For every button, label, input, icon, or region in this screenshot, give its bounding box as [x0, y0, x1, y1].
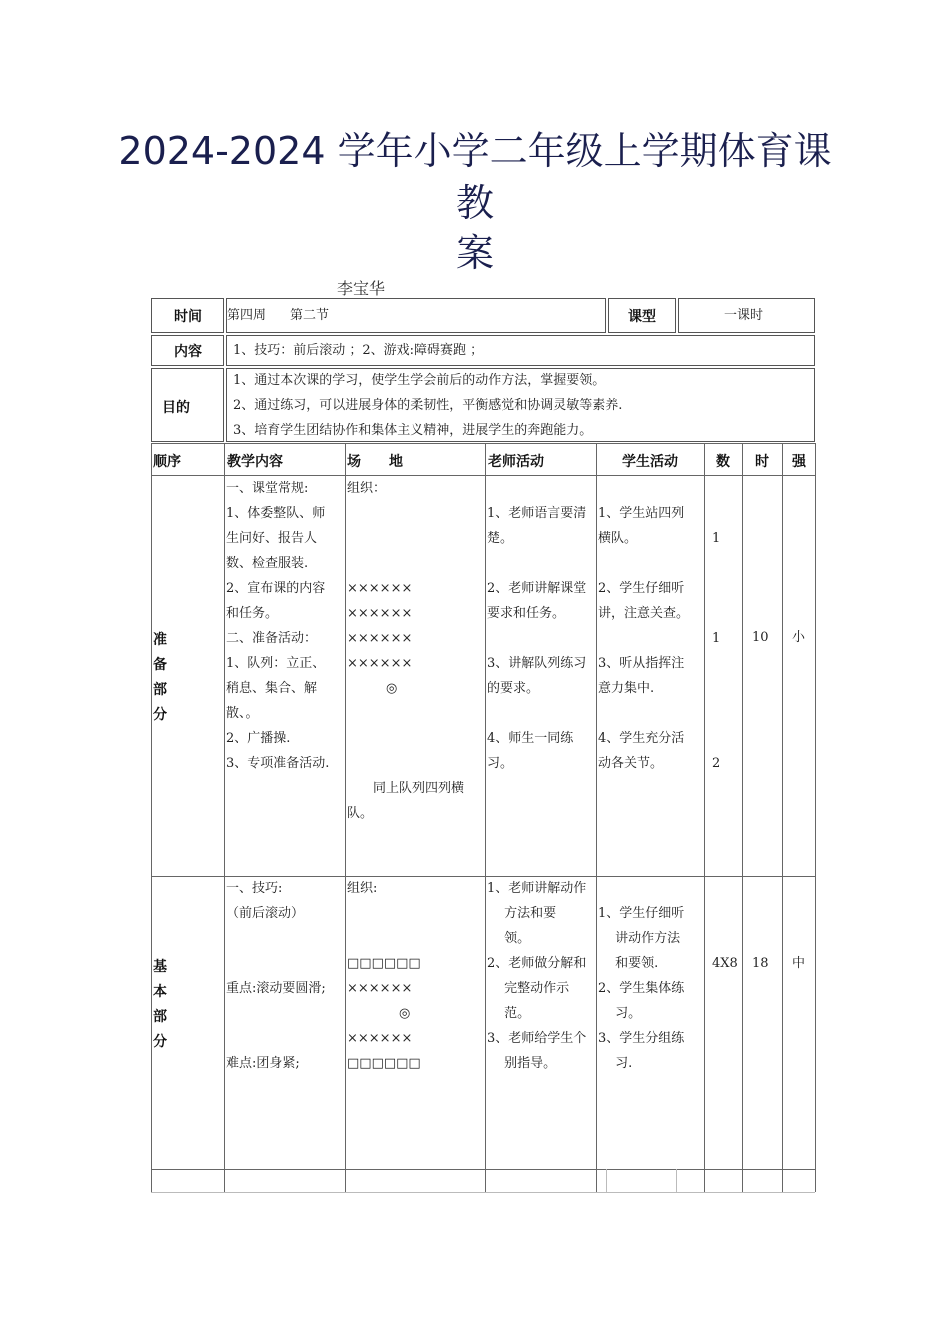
section1-student-line: 1、学生站四列: [598, 506, 685, 521]
col-line-2: [345, 443, 346, 1192]
section1-student-line: 3、听从指挥注: [598, 656, 685, 671]
section2-content-line: （前后滚动）: [226, 906, 305, 921]
section2-name-1: 本: [153, 984, 167, 1000]
section2-content-line: [226, 1026, 326, 1051]
section2-teacher-line: 2、老师做分解和: [487, 956, 587, 971]
section1-venue-line: 同上队列四列横: [347, 781, 465, 796]
header-venue: 场 地: [347, 454, 403, 470]
section1-student-line: 2、学生仔细听: [598, 581, 685, 596]
section1-content-line: 一、课堂常规:: [226, 481, 309, 496]
section1-teacher-line: [487, 551, 586, 576]
time-label: 时间: [174, 309, 202, 325]
header-content: 教学内容: [227, 454, 283, 470]
section2-teacher-line: 范。: [487, 1006, 531, 1021]
footer-col-b: [676, 1169, 677, 1192]
section2-student-line: 3、学生分组练: [598, 1031, 685, 1046]
section2-content-line: [226, 1001, 326, 1026]
section1-count-line: [712, 676, 720, 701]
section2-name-3: 分: [153, 1034, 167, 1050]
section2-content-line: 一、技巧:: [226, 881, 283, 896]
time-value-cell: [226, 298, 606, 333]
section1-count: [712, 476, 720, 776]
section1-teacher-line: 习。: [487, 756, 514, 771]
footer-col-a: [606, 1169, 607, 1192]
section1-content-line: 1、队列：立正、: [226, 656, 326, 671]
section1-content-line: 二、准备活动：: [226, 631, 318, 646]
col-line-6: [742, 443, 743, 1192]
section2-intensity: 中: [792, 956, 806, 971]
section1-teacher-line: 4、师生一同练: [487, 731, 574, 746]
section2-content-line: 重点:滚动要圆滑;: [226, 981, 326, 996]
section1-content-line: 稍息、集合、解: [226, 681, 318, 696]
section1-name-1: 备: [153, 657, 167, 673]
section1-count-line: [712, 501, 720, 526]
section2-venue-line: ××××××: [347, 981, 413, 996]
section2-venue-line: [347, 901, 421, 926]
section1-count-line: [712, 601, 720, 626]
section1-student-line: [598, 701, 689, 726]
section1-teacher-line: 要求和任务。: [487, 606, 566, 621]
content-label: 内容: [174, 344, 202, 360]
section2-teacher-line: 领。: [487, 931, 531, 946]
section1-venue-line: 队。: [347, 806, 374, 821]
section2-venue-line: □□□□□□: [347, 1056, 421, 1071]
section2-teacher-line: 完整动作示: [487, 981, 570, 996]
section1-content-line: 和任务。: [226, 606, 279, 621]
section2-name-2: 部: [153, 1009, 167, 1025]
section1-content-line: 3、专项准备活动.: [226, 756, 330, 771]
section1-count-line: [712, 576, 720, 601]
section1-count-line: 1: [712, 631, 721, 646]
type-value: 一课时: [724, 308, 764, 323]
section1-venue-line: ××××××: [347, 606, 413, 621]
section1-venue-line: [347, 701, 464, 726]
section1-student-line: 意力集中.: [598, 681, 655, 696]
author-name: 李宝华: [337, 279, 386, 298]
goal-1: 1、通过本次课的学习，使学生学会前后的动作方法，掌握要领。: [233, 373, 606, 388]
col-line-0: [151, 443, 152, 1192]
time-week: 第四周: [227, 308, 267, 323]
section1-content-line: 2、宣布课的内容: [226, 581, 326, 596]
section1-venue: [347, 476, 464, 826]
section1-name-3: 分: [153, 707, 167, 723]
section1-student-line: [598, 626, 689, 651]
section1-count-line: [712, 651, 720, 676]
section1-venue-line: [347, 501, 464, 526]
section1-student-line: [598, 551, 689, 576]
section2-venue: [347, 876, 421, 1076]
footer-bottom-rule: [151, 1192, 815, 1193]
header-time: 时: [755, 454, 769, 470]
section1-count-line: 2: [712, 756, 721, 771]
section1-content-line: 数、检查服装.: [226, 556, 309, 571]
section1-venue-line: ××××××: [347, 631, 413, 646]
section1-teacher-line: 楚。: [487, 531, 514, 546]
section2-venue-line: [347, 926, 421, 951]
section1-teacher-line: 1、老师语言要清: [487, 506, 587, 521]
section1-content-line: 散、。: [226, 706, 259, 721]
section2-content-line: 难点:团身紧;: [226, 1056, 300, 1071]
time-section: 第二节: [290, 308, 330, 323]
type-label: 课型: [628, 309, 656, 325]
section2-student-line: 讲动作方法: [598, 931, 681, 946]
col-line-5: [704, 443, 705, 1192]
col-line-7: [782, 443, 783, 1192]
section1-venue-line: 组织：: [347, 481, 387, 496]
section1-count-line: [712, 701, 720, 726]
section1-count-line: [712, 476, 720, 501]
section2-student-line: 和要领.: [598, 956, 659, 971]
col-line-8: [815, 443, 816, 1192]
section1-teacher-line: 2、老师讲解课堂: [487, 581, 587, 596]
section1-name-0: 准: [153, 632, 167, 648]
section1-teacher-line: 3、讲解队列练习: [487, 656, 587, 671]
section1-time: 10: [752, 630, 769, 645]
table-bottom-rule: [151, 1169, 815, 1170]
content-value: 1、技巧：前后滚动 ；2、游戏:障碍赛跑 ；: [233, 343, 484, 358]
section1-count-line: [712, 551, 720, 576]
section1-venue-line: ××××××: [347, 656, 413, 671]
section1-venue-line: [347, 551, 464, 576]
goal-3: 3、培育学生团结协作和集体主义精神，进展学生的奔跑能力。: [233, 423, 593, 438]
header-student: 学生活动: [622, 454, 678, 470]
section2-teacher-line: 1、老师讲解动作: [487, 881, 587, 896]
section2-venue-line: ××××××: [347, 1031, 413, 1046]
section2-time: 18: [752, 956, 769, 971]
doc-title-line2: 教: [455, 181, 494, 225]
section1-content: [226, 476, 329, 776]
section1-venue-line: ××××××: [347, 581, 413, 596]
section1-venue-line: [347, 526, 464, 551]
section1-venue-line: [347, 726, 464, 751]
section2-student-line: 习。: [598, 1006, 642, 1021]
section1-content-line: 1、体委整队、师: [226, 506, 326, 521]
col-line-1: [224, 443, 225, 1192]
section2-student-line: 习.: [598, 1056, 633, 1071]
section1-content-line: 2、广播操.: [226, 731, 291, 746]
section2-student-line: [598, 876, 684, 901]
section1-venue-line: ◎: [347, 681, 398, 696]
section1-student: [598, 476, 689, 776]
section1-teacher-line: [487, 476, 586, 501]
goal-2: 2、通过练习，可以进展身体的柔韧性，平衡感觉和协调灵敏等素养.: [233, 398, 623, 413]
doc-title-line3: 案: [455, 231, 494, 275]
col-line-4: [596, 443, 597, 1192]
section2-venue-line: ◎: [347, 1006, 411, 1021]
section2-count: 4X8: [712, 956, 738, 971]
section1-teacher: [487, 476, 586, 776]
section2-content-line: [226, 926, 326, 951]
goal-label: 目的: [162, 400, 190, 416]
section2-student-line: 1、学生仔细听: [598, 906, 685, 921]
header-intensity: 强: [792, 454, 806, 470]
section1-student-line: 讲，注意关查。: [598, 606, 690, 621]
section1-count-line: [712, 726, 720, 751]
section1-teacher-line: [487, 626, 586, 651]
section1-count-line: 1: [712, 531, 721, 546]
section2-student: [598, 876, 684, 1076]
section1-venue-line: [347, 751, 464, 776]
header-count: 数: [716, 454, 730, 470]
section2-teacher-line: 方法和要: [487, 906, 557, 921]
section2-content: [226, 876, 326, 1076]
header-teacher: 老师活动: [488, 454, 544, 470]
section2-teacher-line: 3、老师给学生个: [487, 1031, 587, 1046]
header-top-rule: [151, 443, 815, 444]
section1-student-line: 4、学生充分活: [598, 731, 685, 746]
section1-student-line: [598, 476, 689, 501]
section1-student-line: 横队。: [598, 531, 638, 546]
section2-student-line: 2、学生集体练: [598, 981, 685, 996]
header-order: 顺序: [153, 454, 181, 470]
section2-teacher-line: 别指导。: [487, 1056, 557, 1071]
section1-content-line: 生问好、报告人: [226, 531, 318, 546]
doc-title-line1: 2024-2024 学年小学二年级上学期体育课: [118, 129, 832, 173]
section2-name-0: 基: [153, 959, 167, 975]
section1-name-2: 部: [153, 682, 167, 698]
section1-teacher-line: 的要求。: [487, 681, 540, 696]
section1-teacher-line: [487, 701, 586, 726]
section2-venue-line: 组织:: [347, 881, 378, 896]
section1-intensity: 小: [792, 630, 806, 645]
section2-content-line: [226, 951, 326, 976]
col-line-3: [485, 443, 486, 1192]
section2-teacher: [487, 876, 586, 1076]
section1-student-line: 动各关节。: [598, 756, 664, 771]
section2-venue-line: □□□□□□: [347, 956, 421, 971]
